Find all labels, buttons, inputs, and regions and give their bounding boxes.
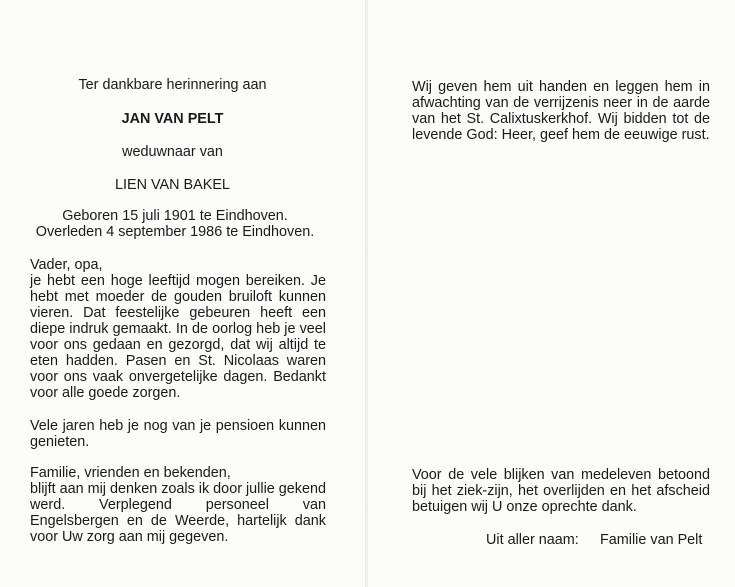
thanks-paragraph: Voor de vele blijken van medeleven betoond bij het ziek-zijn, het overlijden en het afscheid betuigen wij U onze oprechte dank. [412,467,710,515]
signoff-name: Familie van Pelt [600,532,703,548]
death-line: Overleden 4 september 1986 te Eindhoven. [35,224,315,240]
farewell-paragraph: Familie, vrienden en bekenden, blijft aan mij denken zoals ik door jullie gekend werd. Verplegend personeel van Engelsbergen en de Weerde, hartelijk dank voor Uw zorg aan mij gegeven. [30,465,326,545]
card-fold [365,0,368,587]
spouse-name: LIEN VAN BAKEL [115,177,230,193]
deceased-name: JAN VAN PELT [121,111,224,127]
birth-line: Geboren 15 juli 1901 te Eindhoven. [62,208,288,224]
signoff-label: Uit aller naam: [486,532,579,548]
intro-line: Ter dankbare herinnering aan [78,77,267,93]
tribute-paragraph: Vader, opa, je hebt een hoge leeftijd mogen bereiken. Je hebt met moeder de gouden bruiloft kunnen vieren. Dat feestelijke gebeuren heeft een diepe indruk gemaakt. In de oorlog heb je veel voor ons gedaan en gezorgd, dat wij altijd te eten hadden. Pasen en St. Nicolaas waren voor ons vaak onvergetelijke dagen. Bedankt voor alle goede zorgen. [30,257,326,401]
relation-line: weduwnaar van [122,144,223,160]
pension-paragraph: Vele jaren heb je nog van je pensioen kunnen genieten. [30,418,326,450]
prayer-paragraph: Wij geven hem uit handen en leggen hem in afwachting van de verrijzenis neer in de aarde van het St. Calixtuskerkhof. Wij bidden tot de levende God: Heer, geef hem de eeuwige rust. [412,79,710,143]
